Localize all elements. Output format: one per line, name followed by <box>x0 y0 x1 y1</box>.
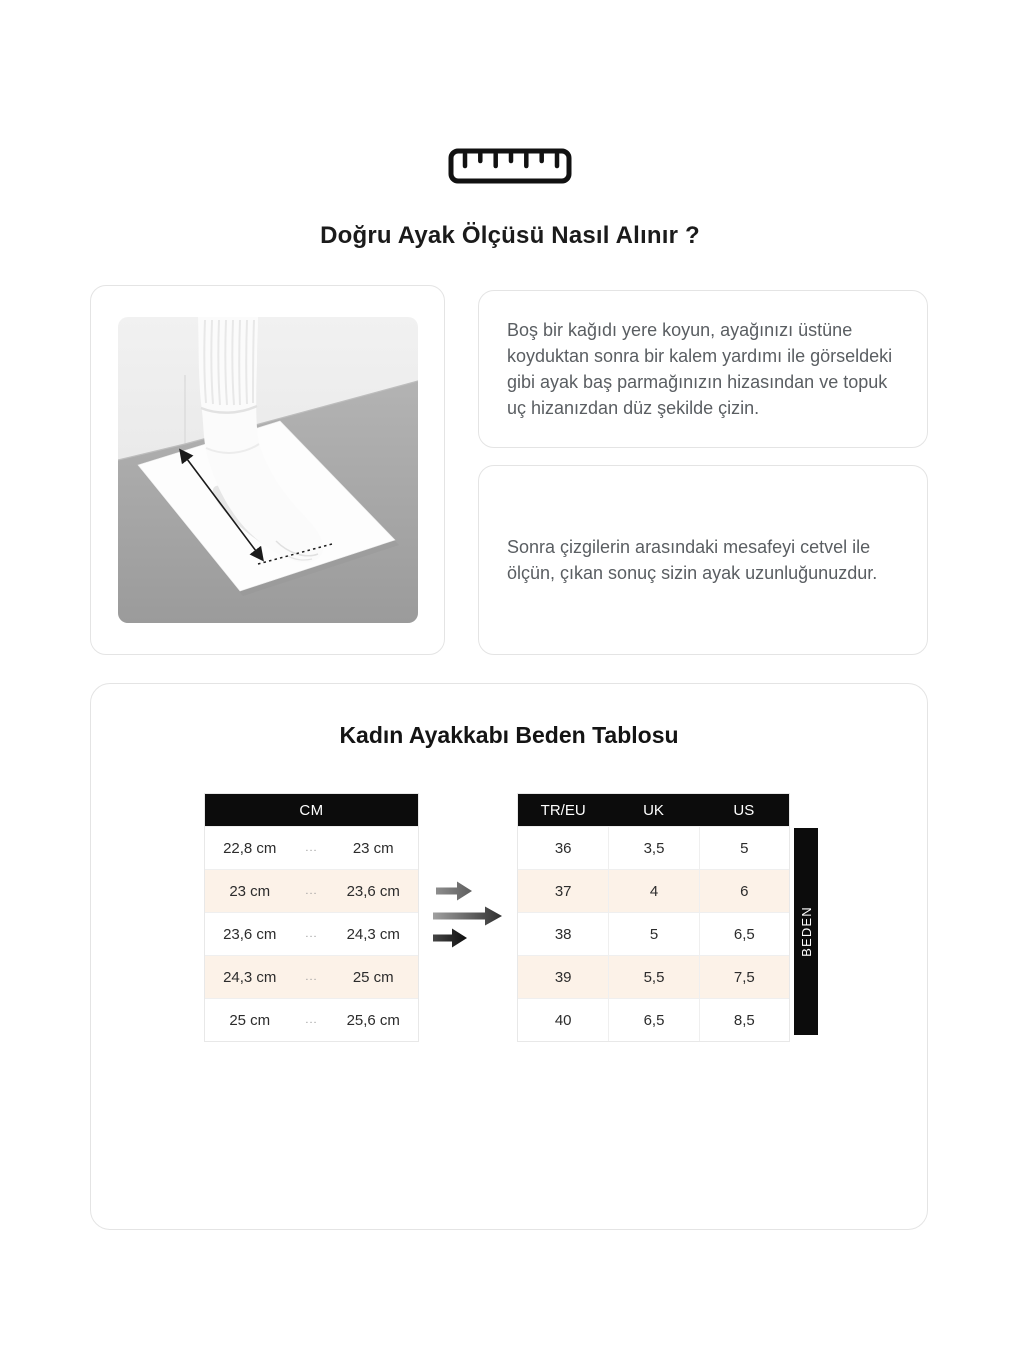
instruction-box-2 <box>478 465 928 655</box>
instruction-step-2: Sonra çizgilerin arasındaki mesafeyi cetvel ile ölçün, çıkan sonuç sizin ayak uzunluğunuzdur. <box>507 537 878 583</box>
table-row <box>205 955 418 998</box>
cm-table-header: CM <box>205 794 418 826</box>
page-title: Doğru Ayak Ölçüsü Nasıl Alınır ? <box>320 222 700 249</box>
size-chart-card <box>90 683 928 1230</box>
size-cell: 36 <box>554 839 572 857</box>
size-cell: 6,5 <box>608 999 698 1041</box>
cm-table <box>204 793 419 1042</box>
table-row <box>518 826 789 869</box>
size-table-header <box>518 794 789 826</box>
range-separator: ... <box>305 1014 318 1026</box>
size-cell: 6 <box>699 870 789 912</box>
cm-from: 23,6 cm <box>223 925 277 943</box>
col-header-us: US <box>733 801 755 819</box>
size-cell: 6,5 <box>699 913 789 955</box>
col-header-tr-eu: TR/EU <box>540 801 586 819</box>
size-chart-title: Kadın Ayakkabı Beden Tablosu <box>339 722 679 748</box>
cm-to: 24,3 cm <box>346 925 400 943</box>
table-row <box>205 998 418 1041</box>
cm-to: 25 cm <box>352 968 394 986</box>
instruction-step-1: Boş bir kağıdı yere koyun, ayağınızı üstüne koyduktan sonra bir kalem yardımı ile görseldeki gibi ayak baş parmağınızın hizasından ve topuk uç hizanızdan düz şekilde çizin. <box>507 320 893 418</box>
size-cell: 8,5 <box>699 999 789 1041</box>
table-row <box>518 955 789 998</box>
range-separator: ... <box>305 885 318 897</box>
table-row <box>518 912 789 955</box>
col-header-uk: UK <box>643 801 664 819</box>
cm-from: 24,3 cm <box>223 968 277 986</box>
size-cell: 5 <box>608 913 698 955</box>
beden-vertical-label <box>794 828 818 1035</box>
size-cell: 3,5 <box>608 827 698 869</box>
range-separator: ... <box>305 971 318 983</box>
size-cell: 5 <box>699 827 789 869</box>
size-cell: 38 <box>554 925 572 943</box>
ruler-icon <box>0 148 1020 184</box>
size-cell: 37 <box>518 870 608 912</box>
foot-measurement-photo-card <box>90 285 445 655</box>
table-row <box>205 869 418 912</box>
cm-to: 25,6 cm <box>346 1011 400 1029</box>
size-table <box>517 793 790 1042</box>
cm-from: 25 cm <box>229 1011 271 1029</box>
cm-to: 23 cm <box>352 839 394 857</box>
foot-measurement-photo <box>118 317 418 623</box>
cm-from: 23 cm <box>229 882 271 900</box>
size-cell: 4 <box>608 870 698 912</box>
instruction-box-1 <box>478 290 928 448</box>
size-cell: 40 <box>554 1011 572 1029</box>
table-row <box>518 869 789 912</box>
range-separator: ... <box>305 928 318 940</box>
beden-label-text: BEDEN <box>798 906 814 957</box>
size-cell: 39 <box>518 956 608 998</box>
table-row <box>518 998 789 1041</box>
cm-from: 22,8 cm <box>223 839 277 857</box>
table-row <box>205 912 418 955</box>
size-cell: 5,5 <box>608 956 698 998</box>
table-row <box>205 826 418 869</box>
size-cell: 7,5 <box>699 956 789 998</box>
size-conversion-arrows-icon <box>432 880 508 948</box>
cm-to: 23,6 cm <box>346 882 400 900</box>
range-separator: ... <box>305 842 318 854</box>
